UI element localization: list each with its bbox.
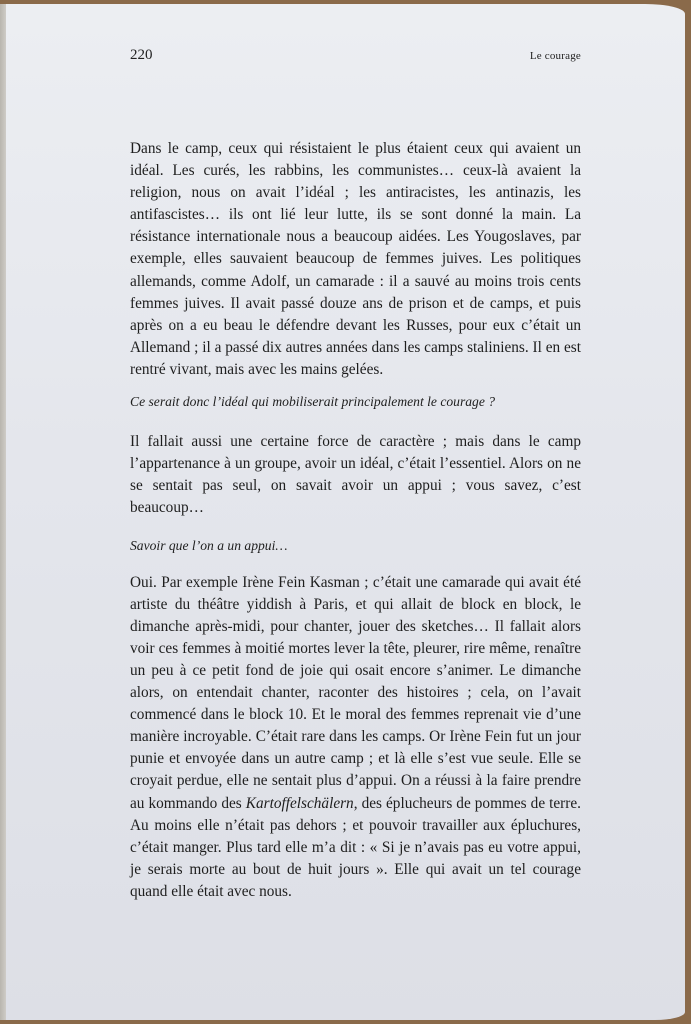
running-title: Le courage	[529, 50, 581, 62]
page-body	[130, 138, 581, 903]
paragraph-text: , des éplucheurs de pommes de terre. Au moins elle n’était pas dehors ; et pouvoir travailler aux épluchures, c’était manger. Plus tard elle m’a dit : « Si je n’avais pas eu votre appui, je serais morte au bout de huit jours ». Elle qui avait un tel courage quand elle était avec nous.	[130, 794, 581, 900]
interviewer-question: Ce serait donc l’idéal qui mobiliserait principalement le courage ?	[130, 394, 496, 410]
page-header	[130, 47, 581, 67]
page-number: 220	[130, 47, 153, 63]
paragraph: Il fallait aussi une certaine force de caractère ; mais dans le camp l’appartenance à un groupe, avoir un idéal, c’était l’essentiel. Alors on ne se sentait pas seul, on savait avoir un appui ; vous savez, c’est beaucoup…	[130, 433, 581, 517]
paragraph: Dans le camp, ceux qui résistaient le plus étaient ceux qui avaient un idéal. Les curés, les rabbins, les communistes… ceux-là avaient la religion, nous on avait l’idéal ; les antiracistes, les antinazis, les antifascistes… ils ont lié leur lutte, ils se sont donné la main. La résistance internationale nous a beaucoup aidées. Les Yougoslaves, par exemple, elles sauvaient beaucoup de femmes juives. Les politiques allemands, comme Adolf, un camarade : il a sauvé au moins trois cents femmes juives. Il avait passé douze ans de prison et de camps, et puis après on a eu beau le défendre devant les Russes, pour eux c’était un Allemand ; il a passé dix autres années dans les camps staliniens. Il en est rentré vivant, mais avec les mains gelées.	[130, 140, 581, 378]
italic-term: Kartoffelschälern	[245, 794, 354, 812]
paragraph-text: Oui. Par exemple Irène Fein Kasman ; c’était une camarade qui avait été artiste du théâtre yiddish à Paris, et qui allait de block en block, le dimanche après-midi, pour chanter, jouer des sketches… Il fallait alors voir ces femmes à moitié mortes lever la tête, pleurer, rire même, renaître un peu à ce petit fond de joie qui osait encore s’animer. Le dimanche alors, on entendait chanter, raconter des histoires ; cela, on l’avait commencé dans le block 10. Et le moral des femmes reprenait vie d’une manière incroyable. C’était rare dans les camps. Or Irène Fein fut un jour punie et envoyée dans un autre camp ; et là elle s’est vue seule. Elle se croyait perdue, elle ne sentait plus d’appui. On a réussi à la faire prendre au kommando des	[130, 573, 581, 812]
interviewer-question: Savoir que l’on a un appui…	[130, 537, 288, 553]
paragraph	[130, 572, 581, 903]
